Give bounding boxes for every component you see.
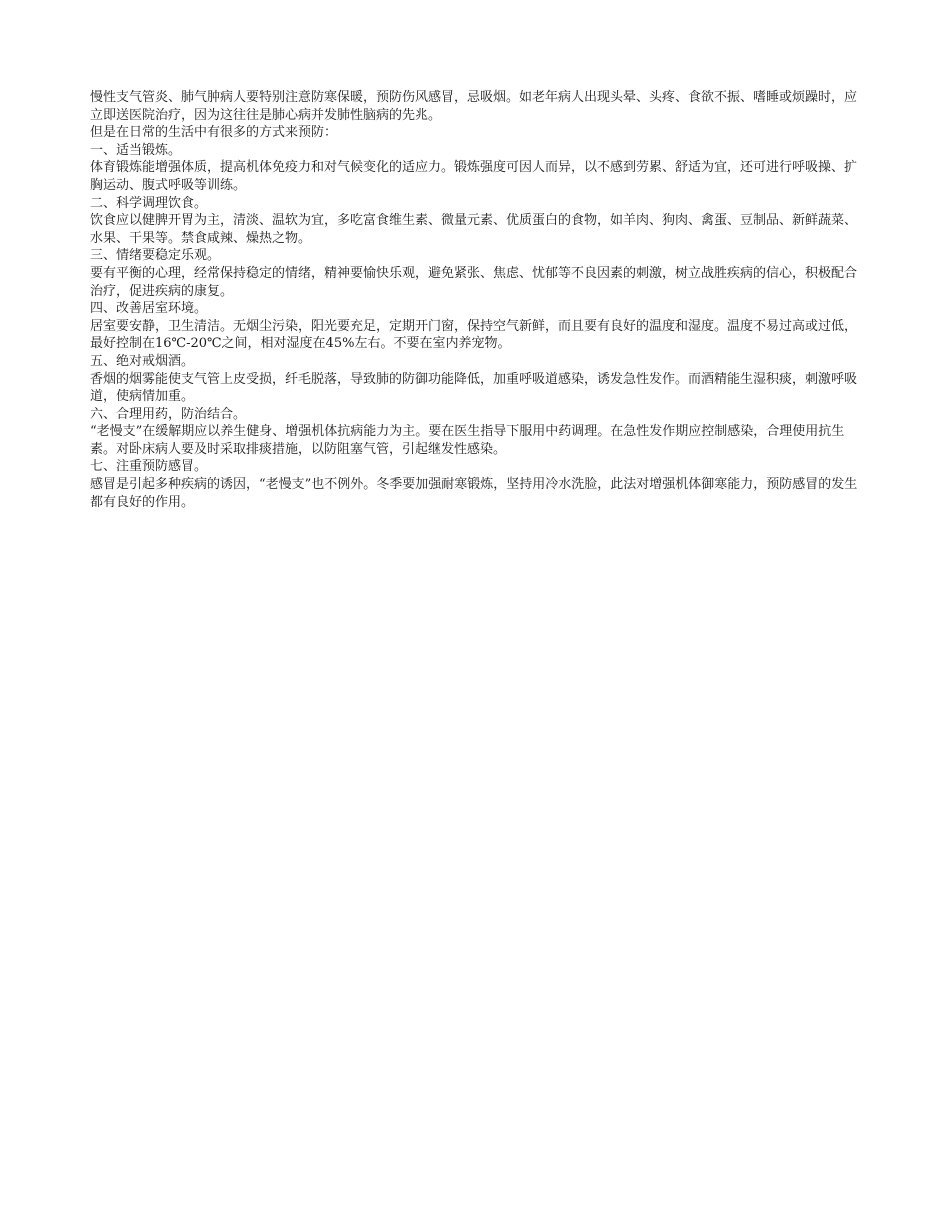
section-body-cold-prevention: 感冒是引起多种疾病的诱因，“老慢支”也不例外。冬季要加强耐寒锻炼，坚持用冷水洗脸，此法对增强机体御寒能力，预防感冒的发生都有良好的作用。 (90, 477, 858, 510)
section-body-mood: 要有平衡的心理，经常保持稳定的情绪，精神要愉快乐观，避免紧张、焦虑、忧郁等不良因素的刺激，树立战胜疾病的信心，积极配合治疗，促进疾病的康复。 (90, 265, 858, 299)
section-heading-cold-prevention: 七、注重预防感冒。 (90, 459, 208, 475)
intro-paragraph: 慢性支气管炎、肺气肿病人要特别注意防寒保暖，预防伤风感冒，忌吸烟。如老年病人出现头晕、头疼、食欲不振、嗜睡或烦躁时，应立即送医院治疗，因为这往往是肺心病并发肺性脑病的先兆。 (90, 90, 858, 123)
section-heading-mood: 三、情绪要稳定乐观。 (90, 248, 221, 264)
section-body-quit-smoking: 香烟的烟雾能使支气管上皮受损，纤毛脱落，导致肺的防御功能降低，加重呼吸道感染，诱发急性发作。而酒精能生湿积痰，刺激呼吸道，使病情加重。 (90, 371, 858, 405)
section-body-environment: 居室要安静，卫生清洁。无烟尘污染，阳光要充足，定期开门窗，保持空气新鲜，而且要有良好的温度和湿度。温度不易过高或过低，最好控制在16℃-20℃之间，相对湿度在45%左右。不要在室内养宠物。 (90, 318, 858, 352)
section-heading-medication: 六、合理用药，防治结合。 (90, 406, 247, 422)
prevention-lead-in: 但是在日常的生活中有很多的方式来预防： (90, 125, 338, 141)
section-body-diet: 饮食应以健脾开胃为主，清淡、温软为宜，多吃富食维生素、微量元素、优质蛋白的食物，如羊肉、狗肉、禽蛋、豆制品、新鲜蔬菜、水果、干果等。禁食咸辣、燥热之物。 (90, 213, 858, 246)
section-heading-diet: 二、科学调理饮食。 (90, 195, 208, 211)
section-heading-exercise: 一、适当锻炼。 (90, 142, 182, 158)
document-body (90, 89, 860, 511)
section-heading-environment: 四、改善居室环境。 (90, 301, 208, 317)
section-body-medication: “老慢支”在缓解期应以养生健身、增强机体抗病能力为主。要在医生指导下服用中药调理。在急性发作期应控制感染，合理使用抗生素。对卧床病人要及时采取排痰措施，以防阻塞气管，引起继发性感染。 (90, 424, 845, 457)
section-body-exercise: 体育锻炼能增强体质，提高机体免疫力和对气候变化的适应力。锻炼强度可因人而异，以不感到劳累、舒适为宜，还可进行呼吸操、扩胸运动、腹式呼吸等训练。 (90, 160, 858, 193)
section-heading-quit-smoking: 五、绝对戒烟酒。 (90, 353, 195, 369)
